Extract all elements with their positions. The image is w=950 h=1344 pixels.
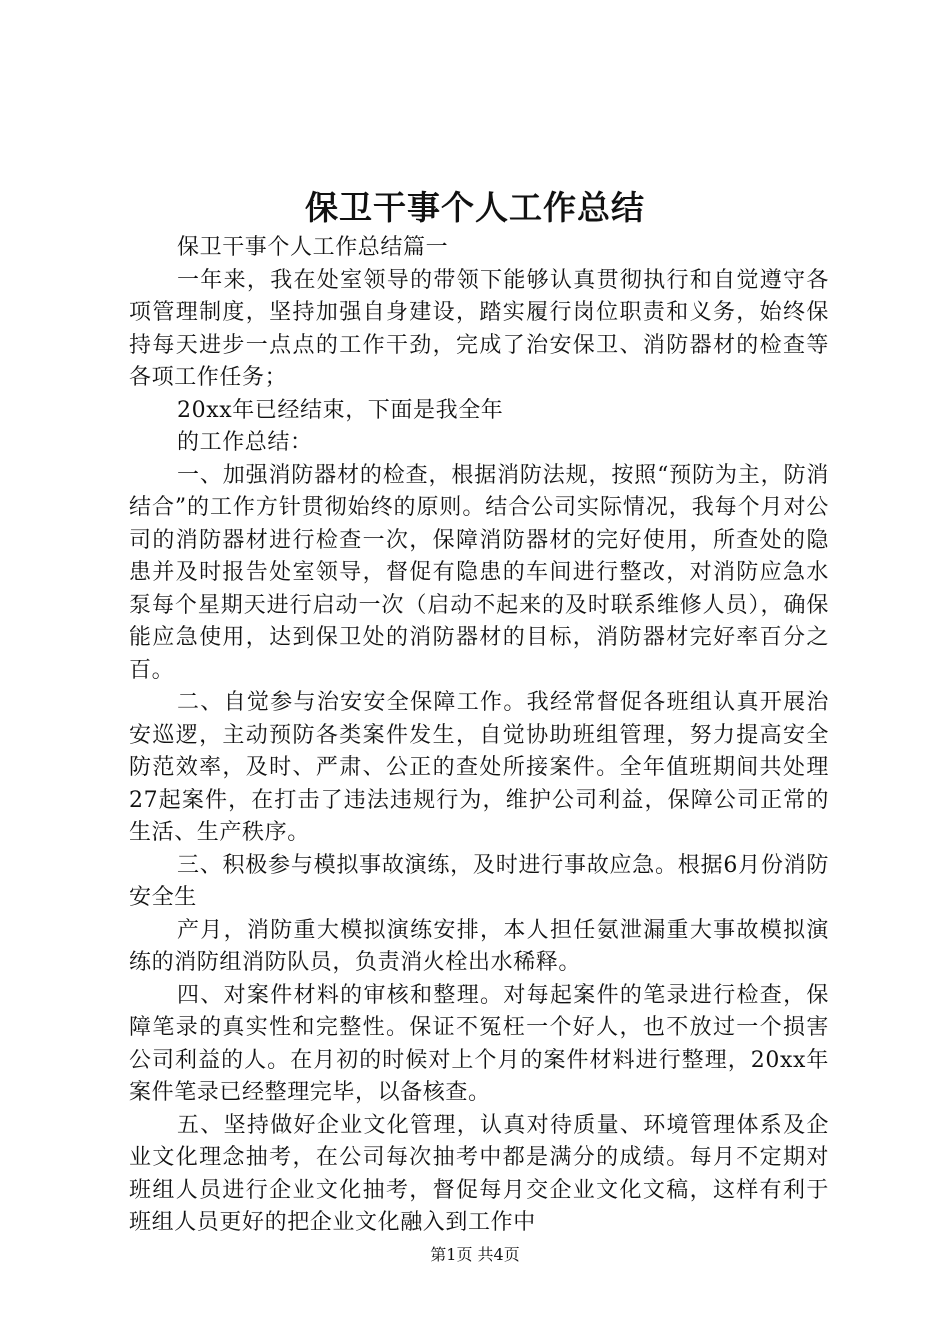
paragraph-year-end: 20xx年已经结束，下面是我全年 [177, 397, 504, 423]
paragraph-item-2: 二、自觉参与治安安全保障工作。我经常督促各班组认真开展治安巡逻，主动预防各类案件发生，自觉协助班组管理，努力提高安全防范效率，及时、严肃、公正的查处所接案件。全年值班期间共处理27起案件，在打击了违法违规行为，维护公司利益，保障公司正常的生活、生产秩序。 [129, 690, 829, 845]
paragraph-item-5: 五、坚持做好企业文化管理，认真对待质量、环境管理体系及企业文化理念抽考，在公司每次抽考中都是满分的成绩。每月不定期对班组人员进行企业文化抽考，督促每月交企业文化文稿，这样有利于班组人员更好的把企业文化融入到工作中 [129, 1112, 829, 1235]
section-heading: 保卫干事个人工作总结篇一 [177, 235, 449, 260]
paragraph-item-1: 一、加强消防器材的检查，根据消防法规，按照“预防为主，防消结合”的工作方针贯彻始终的原则。结合公司实际情况，我每个月对公司的消防器材进行检查一次，保障消防器材的完好使用，所查处的隐患并及时报告处室领导，督促有隐患的车间进行整改，对消防应急水泵每个星期天进行启动一次（启动不起来的及时联系维修人员），确保能应急使用，达到保卫处的消防器材的目标，消防器材完好率百分之百。 [129, 462, 829, 683]
paragraph-summary-lead: 的工作总结： [177, 430, 313, 455]
paragraph-item-3-cont: 产月，消防重大模拟演练安排，本人担任氨泄漏重大事故模拟演练的消防组消防队员，负责消火栓出水稀释。 [129, 917, 829, 975]
document-title: 保卫干事个人工作总结 [305, 188, 645, 227]
paragraph-item-4: 四、对案件材料的审核和整理。对每起案件的笔录进行检查，保障笔录的真实性和完整性。保证不冤枉一个好人，也不放过一个损害公司利益的人。在月初的时候对上个月的案件材料进行整理，20xx年案件笔录已经整理完毕，以备核查。 [129, 982, 829, 1105]
page-number-footer: 第1页 共4页 [430, 1245, 520, 1264]
paragraph-intro: 一年来，我在处室领导的带领下能够认真贯彻执行和自觉遵守各项管理制度，坚持加强自身建设，踏实履行岗位职责和义务，始终保持每天进步一点点的工作干劲，完成了治安保卫、消防器材的检查等各项工作任务； [129, 267, 829, 390]
paragraph-item-3: 三、积极参与模拟事故演练，及时进行事故应急。根据6月份消防安全生 [129, 852, 829, 910]
document-body [129, 232, 829, 1240]
